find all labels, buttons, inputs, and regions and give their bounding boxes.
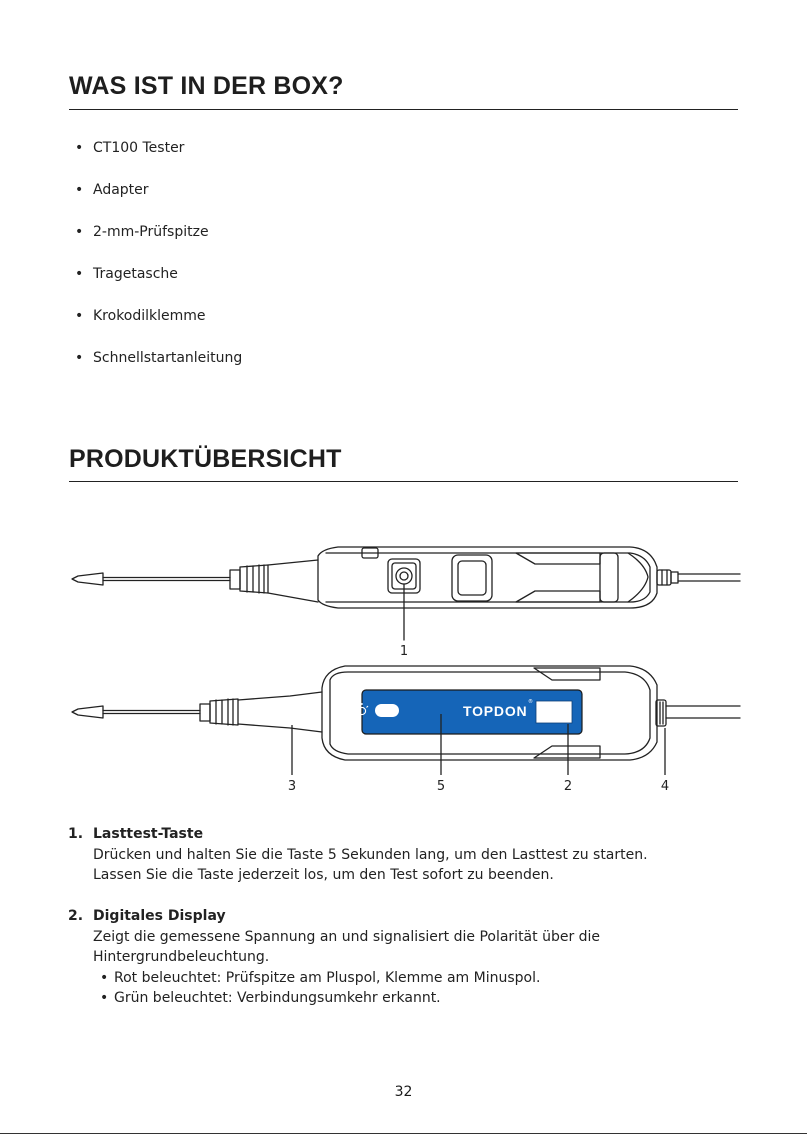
bullet-icon: •	[75, 140, 84, 156]
brand-logo: TOPDON	[463, 703, 528, 719]
digital-display-panel	[356, 690, 582, 734]
list-item: • Krokodilklemme	[75, 306, 242, 348]
description-bullet-list	[100, 968, 768, 1009]
bullet-icon: •	[75, 350, 84, 366]
description-line: Hintergrundbeleuchtung.	[93, 949, 270, 965]
section-title-product-overview: PRODUKTÜBERSICHT	[69, 445, 342, 473]
page-bottom-rule	[0, 1133, 807, 1134]
lcd-screen	[536, 701, 572, 723]
description-line: Lassen Sie die Taste jederzeit los, um den Test sofort zu beenden.	[93, 867, 554, 883]
bullet-icon: •	[100, 990, 109, 1006]
list-item: • CT100 Tester	[75, 138, 242, 180]
description-digital-display	[68, 906, 768, 1009]
description-line: Drücken und halten Sie die Taste 5 Sekunden lang, um den Lasttest zu starten.	[93, 846, 648, 863]
description-load-test-button	[68, 824, 768, 886]
list-item: • Tragetasche	[75, 264, 242, 306]
bullet-icon: •	[75, 266, 84, 282]
list-item: • Schnellstartanleitung	[75, 348, 242, 390]
description-number: 2.	[68, 908, 84, 924]
svg-text:®: ®	[528, 699, 533, 705]
page-number: 32	[394, 1084, 413, 1100]
callout-label: 2	[563, 779, 573, 794]
description-line: Zeigt die gemessene Spannung an und signalisiert die Polarität über die	[93, 928, 601, 945]
bullet-icon: •	[100, 969, 109, 986]
box-contents-list	[75, 138, 242, 390]
description-title: Lasttest-Taste	[93, 826, 204, 842]
section-divider	[69, 481, 738, 482]
list-item: • Grün beleuchtet: Verbindungsumkehr erkannt.	[100, 988, 768, 1009]
section-divider	[69, 109, 738, 110]
load-test-button	[375, 704, 399, 717]
bullet-icon: •	[75, 182, 84, 198]
callout-label: 5	[436, 779, 446, 794]
section-title-box-contents: WAS IST IN DER BOX?	[69, 72, 344, 100]
tester-side-view	[72, 547, 740, 608]
list-item: • Adapter	[75, 180, 242, 222]
list-item: • 2-mm-Prüfspitze	[75, 222, 242, 264]
list-item: • Rot beleuchtet: Prüfspitze am Pluspol, Klemme am Minuspol.	[100, 968, 768, 989]
product-diagram	[0, 520, 807, 810]
description-title: Digitales Display	[93, 908, 226, 924]
callout-label: 1	[399, 644, 409, 659]
bullet-icon: •	[75, 224, 84, 240]
description-number: 1.	[68, 826, 84, 842]
callout-label: 3	[287, 779, 297, 794]
callout-label: 4	[660, 779, 670, 794]
bullet-icon: •	[75, 308, 84, 324]
